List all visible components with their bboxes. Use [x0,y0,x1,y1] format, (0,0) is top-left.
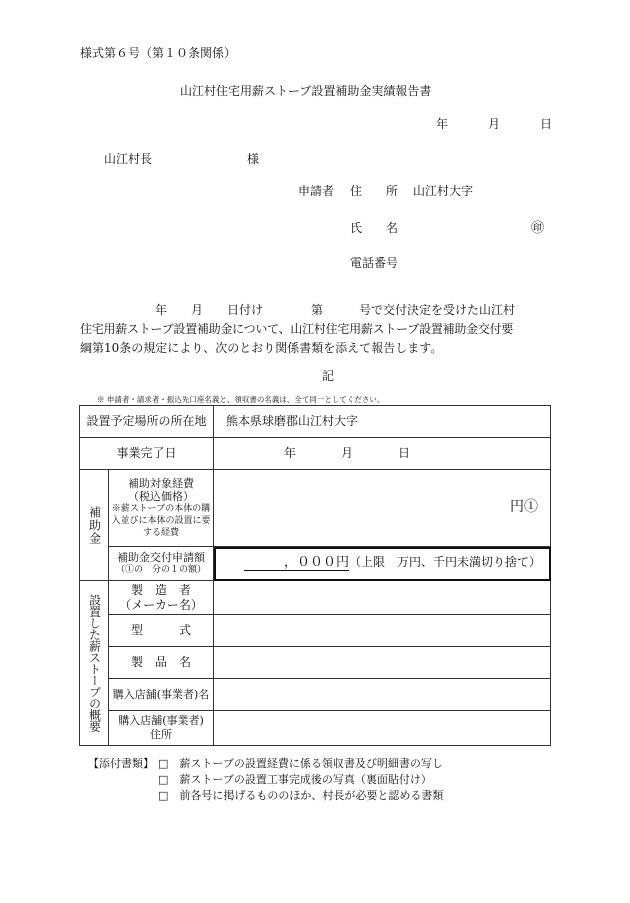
maker-label-2: （メーカー名） [119,597,203,612]
maker-label [109,581,214,615]
store-address-label-2: 住所 [150,728,172,741]
body-line-1: 年 月 日付け 第 号で交付決定を受けた山江村 [155,303,516,317]
location-label: 設置予定場所の所在地 [80,406,214,438]
ki-label: 記 [322,369,335,383]
apply-amount-field[interactable] [214,547,551,581]
cost-note: ※薪ストーブの本体の購入並びに本体の設置に要する経費 [111,504,211,538]
form-number: 様式第６号（第１０条関係） [80,46,237,60]
row-cost [80,470,551,547]
report-table [79,405,551,746]
product-field[interactable] [214,647,551,679]
completion-date-field[interactable] [214,438,551,470]
model-label: 型 式 [109,615,214,647]
attachment-item-2[interactable]: □ 薪ストーブの設置工事完成後の写真（裏面貼付け） [158,773,432,786]
stove-group-text: 設置した薪ストーブの概要 [87,594,102,732]
cost-label-2: （税込価格） [128,490,194,504]
applicant-address-label: 住 所 [350,184,399,198]
row-location [80,406,551,438]
store-address-field[interactable] [214,711,551,746]
completion-month: 月 [341,446,354,460]
applicant-phone-label: 電話番号 [350,256,399,270]
addressee-honorific: 様 [247,152,260,166]
store-field[interactable] [214,679,551,711]
attachment-item-1[interactable]: □ 薪ストーブの設置経費に係る領収書及び明細書の写し [158,757,443,770]
completion-label: 事業完了日 [80,438,214,470]
completion-day: 日 [398,446,411,460]
document-title: 山江村住宅用薪ストーブ設置補助金実績報告書 [180,84,432,98]
row-model [80,615,551,647]
apply-label-2: （①の 分の１の額） [116,564,207,575]
applicant-address-value: 山江村大字 [413,184,474,198]
subsidy-group-label [80,470,109,581]
completion-year: 年 [284,446,297,460]
store-address-label-1: 購入店舗(事業者) [118,714,204,728]
row-maker [80,581,551,615]
applicant-label: 申請者 [298,184,335,198]
apply-amount-value: ，０００円 [244,555,349,571]
row-product [80,647,551,679]
maker-field[interactable] [214,581,551,615]
attachment-item-3[interactable]: □ 前各号に掲げるもののほか、村長が必要と認める書類 [158,789,444,802]
store-label: 購入店舗(事業者)名 [109,679,214,711]
apply-label [109,547,214,581]
store-address-label [109,711,214,746]
seal-mark: ㊞ [531,221,545,236]
maker-label-1: 製 造 者 [131,582,192,597]
addressee-name: 山江村長 [104,152,153,166]
row-store [80,679,551,711]
product-label: 製 品 名 [109,647,214,679]
applicant-name-label: 氏 名 [350,221,399,235]
cost-label-1: 補助対象経費 [128,476,194,490]
body-line-3: 綱第10条の規定により、次のとおり関係書類を添えて報告します。 [80,341,443,355]
location-value[interactable]: 熊本県球磨郡山江村大字 [214,406,551,438]
date-month: 月 [488,117,501,131]
row-apply [80,547,551,581]
subsidy-group-text: 補助金 [87,505,102,545]
name-note: ※ 申請者・請求者・振込先口座名義と、領収書の名義は、全て同一としてください。 [97,395,385,404]
date-day: 日 [540,117,553,131]
date-year: 年 [436,117,449,131]
model-field[interactable] [214,615,551,647]
cost-value-field[interactable]: 円① [214,470,551,547]
row-store-address [80,711,551,746]
row-completion [80,438,551,470]
apply-label-1: 補助金交付申請額 [117,551,205,564]
apply-amount-note: （上限 万円、千円未満切り捨て） [349,555,542,570]
cost-label [109,470,214,547]
attachments-label: 【添付書類】 [88,757,154,770]
body-line-2: 住宅用薪ストーブ設置補助金について、山江村住宅用薪ストーブ設置補助金交付要 [80,322,514,336]
stove-group-label [80,581,109,746]
